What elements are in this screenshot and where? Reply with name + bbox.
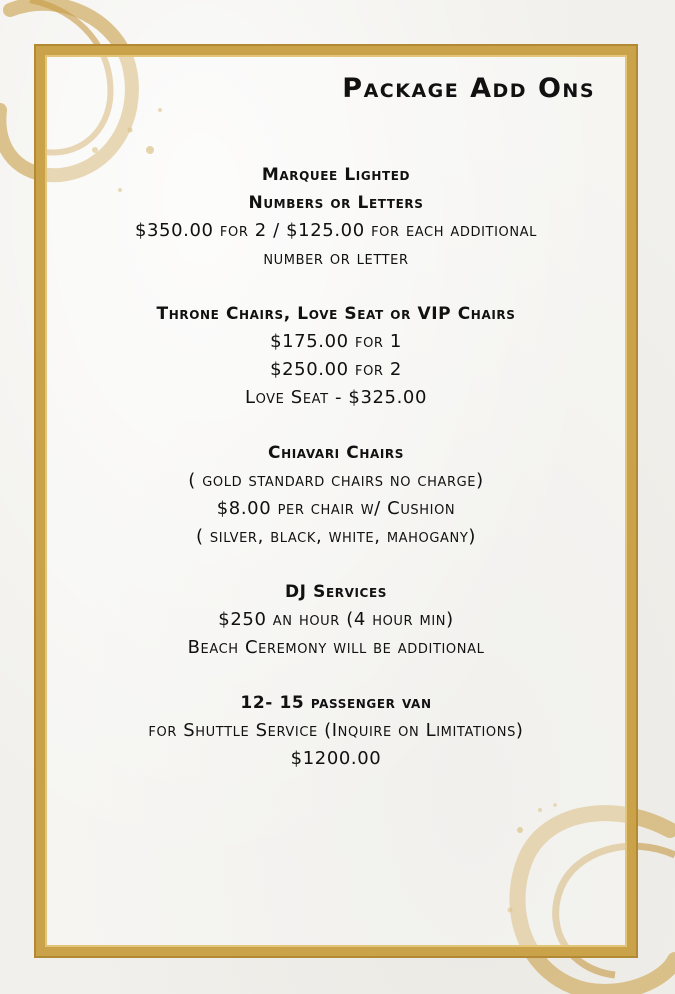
- section-chiavari-chairs: [36, 439, 636, 551]
- section-line: $350.00 for 2 / $125.00 for each additional: [134, 220, 538, 241]
- section-throne-chairs: [36, 300, 636, 412]
- section-heading: Throne Chairs, Love Seat or VIP Chairs: [156, 304, 516, 324]
- section-heading: Marquee Lighted: [261, 165, 411, 185]
- section-line: for Shuttle Service (Inquire on Limitations): [148, 720, 524, 741]
- section-marquee: [36, 161, 636, 273]
- section-line: $250 an hour (4 hour min): [218, 609, 454, 630]
- page-title: Package Add Ons: [342, 73, 595, 104]
- section-line: Love Seat - $325.00: [244, 387, 428, 408]
- section-dj-services: [36, 578, 636, 662]
- section-passenger-van: [36, 689, 636, 773]
- section-heading: 12- 15 passenger van: [240, 693, 432, 713]
- section-line: $1200.00: [290, 748, 382, 769]
- section-line: Beach Ceremony will be additional: [187, 637, 485, 658]
- section-heading: Numbers or Letters: [248, 193, 424, 213]
- section-heading: DJ Services: [284, 582, 388, 602]
- section-line: $8.00 per chair w/ Cushion: [216, 498, 456, 519]
- add-ons-list: [36, 161, 636, 800]
- section-line: number or letter: [263, 248, 409, 269]
- section-line: $175.00 for 1: [270, 331, 402, 352]
- section-heading: Chiavari Chairs: [268, 443, 404, 463]
- section-line: ( gold standard chairs no charge): [188, 470, 484, 491]
- section-line: ( silver, black, white, mahogany): [195, 526, 477, 547]
- section-line: $250.00 for 2: [270, 359, 402, 380]
